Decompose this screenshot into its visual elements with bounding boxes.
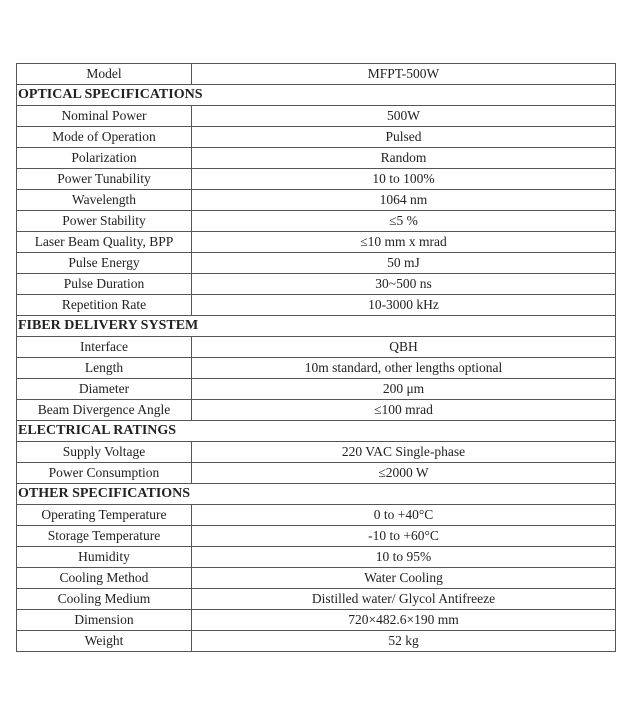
spec-table-body	[17, 64, 616, 652]
spec-label: Nominal Power	[17, 106, 192, 127]
spec-value: 52 kg	[192, 631, 616, 652]
spec-label: Weight	[17, 631, 192, 652]
spec-value: ≤5 %	[192, 211, 616, 232]
spec-value: ≤100 mrad	[192, 400, 616, 421]
table-row	[17, 526, 616, 547]
section-title: ELECTRICAL RATINGS	[17, 421, 616, 442]
spec-value: Pulsed	[192, 127, 616, 148]
spec-value: 50 mJ	[192, 253, 616, 274]
spec-label: Storage Temperature	[17, 526, 192, 547]
spec-label: Interface	[17, 337, 192, 358]
spec-value: -10 to +60°C	[192, 526, 616, 547]
spec-label: Power Consumption	[17, 463, 192, 484]
spec-value: Water Cooling	[192, 568, 616, 589]
model-value: MFPT-500W	[192, 64, 616, 85]
spec-value: 200 μm	[192, 379, 616, 400]
model-label: Model	[17, 64, 192, 85]
table-row	[17, 337, 616, 358]
spec-value: 10 to 95%	[192, 547, 616, 568]
spec-label: Pulse Duration	[17, 274, 192, 295]
table-row	[17, 169, 616, 190]
spec-value: ≤10 mm x mrad	[192, 232, 616, 253]
table-row	[17, 463, 616, 484]
section-header-row	[17, 85, 616, 106]
table-row	[17, 400, 616, 421]
table-row	[17, 505, 616, 526]
table-row	[17, 589, 616, 610]
spec-label: Mode of Operation	[17, 127, 192, 148]
table-row	[17, 253, 616, 274]
spec-value: 10m standard, other lengths optional	[192, 358, 616, 379]
spec-label: Length	[17, 358, 192, 379]
spec-value: 720×482.6×190 mm	[192, 610, 616, 631]
table-row	[17, 568, 616, 589]
table-row	[17, 127, 616, 148]
table-row	[17, 610, 616, 631]
spec-value: 1064 nm	[192, 190, 616, 211]
spec-label: Humidity	[17, 547, 192, 568]
spec-label: Power Tunability	[17, 169, 192, 190]
table-row	[17, 232, 616, 253]
table-row	[17, 631, 616, 652]
spec-label: Supply Voltage	[17, 442, 192, 463]
spec-label: Laser Beam Quality, BPP	[17, 232, 192, 253]
spec-value: QBH	[192, 337, 616, 358]
spec-value: 220 VAC Single-phase	[192, 442, 616, 463]
table-row	[17, 211, 616, 232]
spec-label: Cooling Medium	[17, 589, 192, 610]
table-row	[17, 295, 616, 316]
section-header-row	[17, 421, 616, 442]
table-row	[17, 274, 616, 295]
section-title: OTHER SPECIFICATIONS	[17, 484, 616, 505]
table-row	[17, 547, 616, 568]
spec-value: 10 to 100%	[192, 169, 616, 190]
spec-label: Cooling Method	[17, 568, 192, 589]
spec-value: ≤2000 W	[192, 463, 616, 484]
spec-label: Power Stability	[17, 211, 192, 232]
spec-value: 30~500 ns	[192, 274, 616, 295]
spec-label: Dimension	[17, 610, 192, 631]
section-title: FIBER DELIVERY SYSTEM	[17, 316, 616, 337]
spec-table	[16, 63, 616, 652]
table-row	[17, 106, 616, 127]
section-title: OPTICAL SPECIFICATIONS	[17, 85, 616, 106]
spec-label: Pulse Energy	[17, 253, 192, 274]
spec-label: Operating Temperature	[17, 505, 192, 526]
spec-value: 500W	[192, 106, 616, 127]
section-header-row	[17, 484, 616, 505]
table-row	[17, 358, 616, 379]
spec-label: Diameter	[17, 379, 192, 400]
table-row	[17, 379, 616, 400]
table-row	[17, 442, 616, 463]
table-row	[17, 190, 616, 211]
spec-value: Random	[192, 148, 616, 169]
table-row	[17, 148, 616, 169]
spec-label: Repetition Rate	[17, 295, 192, 316]
spec-label: Wavelength	[17, 190, 192, 211]
model-row	[17, 64, 616, 85]
spec-value: 0 to +40°C	[192, 505, 616, 526]
spec-value: 10-3000 kHz	[192, 295, 616, 316]
spec-label: Polarization	[17, 148, 192, 169]
spec-value: Distilled water/ Glycol Antifreeze	[192, 589, 616, 610]
section-header-row	[17, 316, 616, 337]
spec-label: Beam Divergence Angle	[17, 400, 192, 421]
